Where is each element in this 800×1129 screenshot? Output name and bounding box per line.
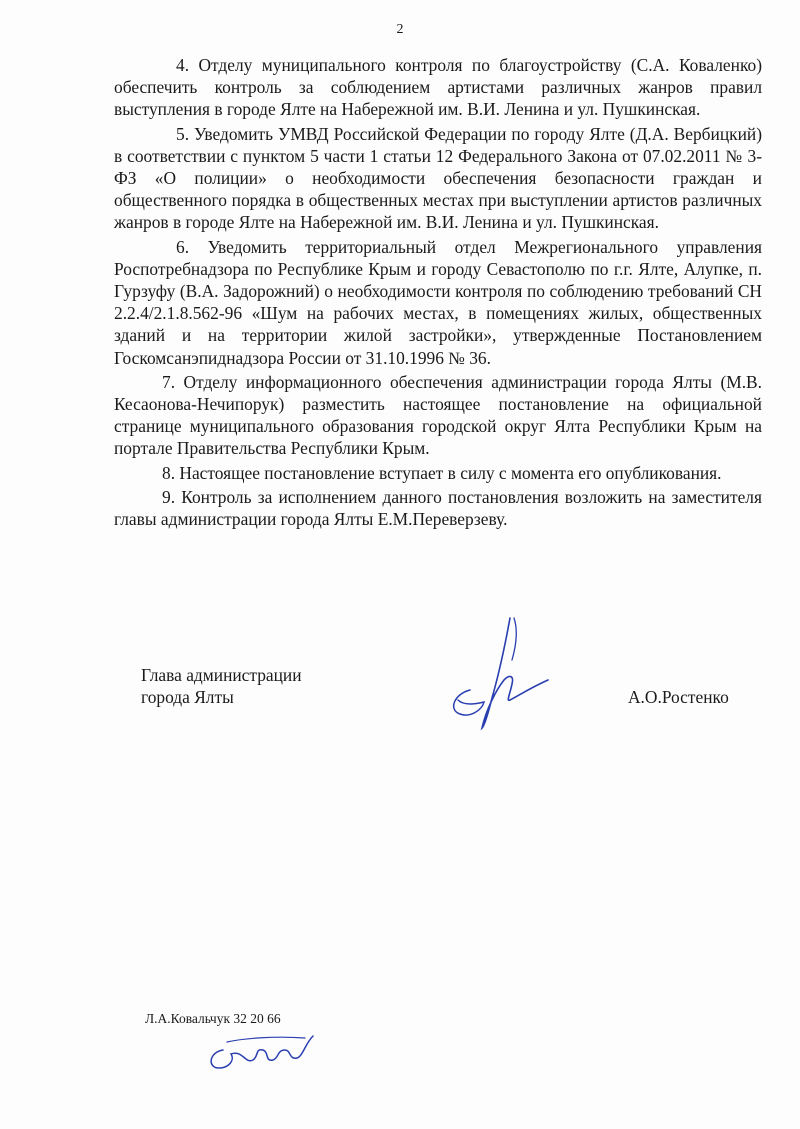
executor-contact: Л.А.Ковальчук 32 20 66 xyxy=(145,1011,281,1026)
signatory-position-line2: города Ялты xyxy=(141,687,234,707)
signatory-position-line1: Глава администрации xyxy=(141,665,302,685)
page-number: 2 xyxy=(396,22,404,37)
document-body xyxy=(114,54,762,532)
signatory-name: А.О.Ростенко xyxy=(628,687,729,707)
paragraph-6: 6. Уведомить территориальный отдел Межрегионального управления Роспотребнадзора по Республике Крым и городу Севастополю по г.г. Ялте, Алупке, п. Гурзуфу (В.А. Задорожний) о необходимости контроля по соблюдению требований СН 2.2.4/2.1.8.562-96 «Шум на рабочих местах, в помещениях жилых, общественных зданий и на территории жилой застройки», утвержденные Постановлением Госкомсанэпиднадзора России от 31.10.1996 № 36. xyxy=(114,236,762,368)
paragraph-8: 8. Настоящее постановление вступает в силу с момента его опубликования. xyxy=(162,462,722,483)
signatory-position xyxy=(141,664,302,708)
handwritten-signature-icon xyxy=(440,610,560,735)
handwritten-initials-icon xyxy=(205,1030,325,1075)
paragraph-4: 4. Отделу муниципального контроля по благоустройству (С.А. Коваленко) обеспечить контроль за соблюдением артистами различных жанров правил выступления в городе Ялте на Набережной им. В.И. Ленина и ул. Пушкинская. xyxy=(114,55,762,120)
paragraph-7: 7. Отделу информационного обеспечения администрации города Ялты (М.В. Кесаонова-Нечипорук) разместить настоящее постановление на официальной странице муниципального образования городской округ Ялта Республики Крым на портале Правительства Республики Крым. xyxy=(114,371,762,459)
paragraph-9: 9. Контроль за исполнением данного постановления возложить на заместителя главы администрации города Ялты Е.М.Переверзеву. xyxy=(114,486,762,530)
paragraph-5: 5. Уведомить УМВД Российской Федерации по городу Ялте (Д.А. Вербицкий) в соответствии с пунктом 5 части 1 статьи 12 Федерального Закона от 07.02.2011 № 3-ФЗ «О полиции» о необходимости обеспечения безопасности граждан и общественного порядка в общественных местах при выступлении артистов различных жанров в городе Ялте на Набережной им. В.И. Ленина и ул. Пушкинская. xyxy=(114,123,762,233)
